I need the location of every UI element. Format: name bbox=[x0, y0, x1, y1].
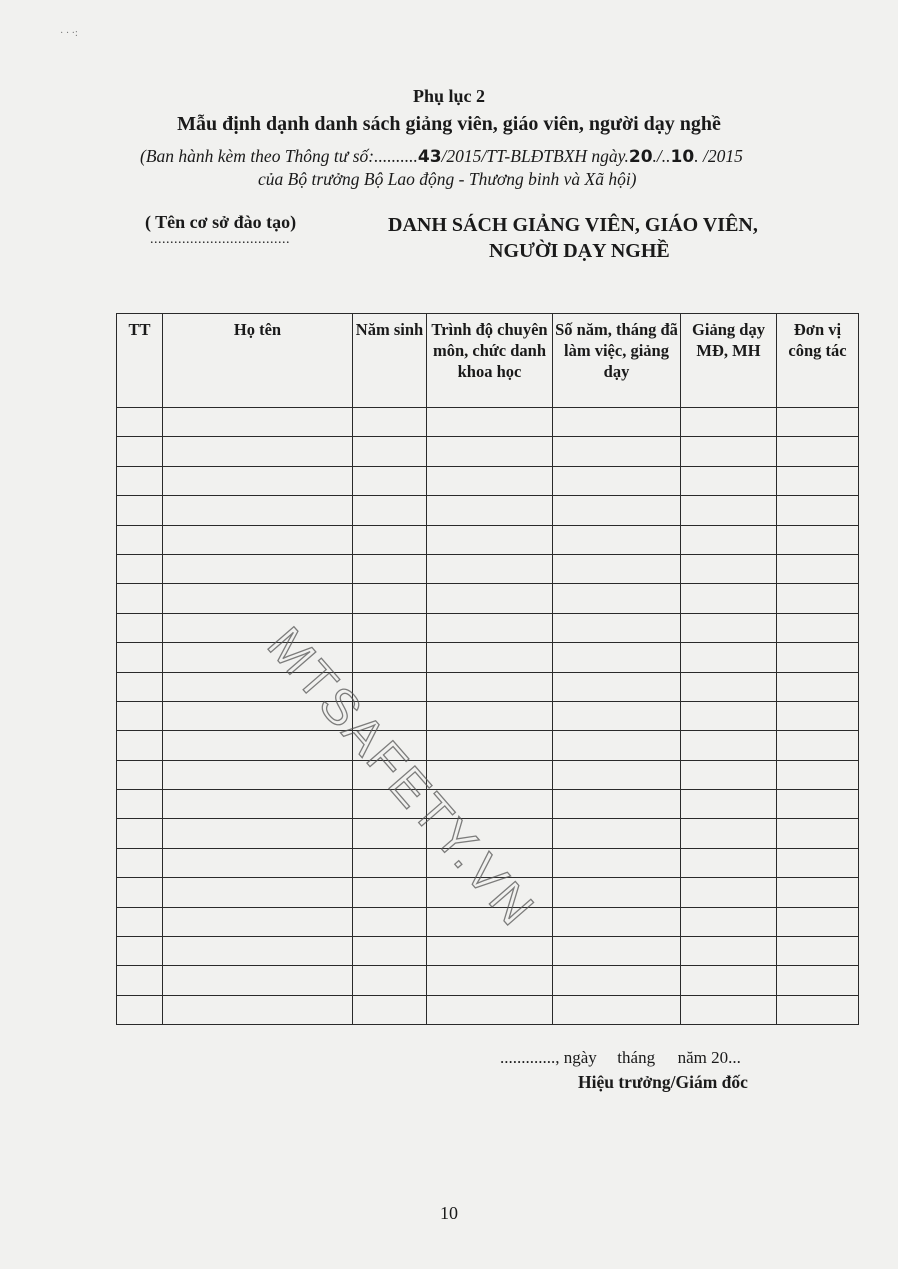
date-month: tháng bbox=[617, 1048, 656, 1067]
table-cell bbox=[681, 995, 777, 1024]
table-cell bbox=[427, 408, 553, 437]
table-cell bbox=[553, 643, 681, 672]
table-cell bbox=[117, 437, 163, 466]
table-cell bbox=[777, 819, 859, 848]
table-cell bbox=[553, 907, 681, 936]
table-cell bbox=[553, 437, 681, 466]
table-cell bbox=[163, 496, 353, 525]
issued-prefix: (Ban hành kèm theo Thông tư số:.......... bbox=[140, 146, 418, 166]
table-cell bbox=[353, 613, 427, 642]
signer-title: Hiệu trưởng/Giám đốc bbox=[578, 1072, 748, 1092]
table-row bbox=[117, 613, 859, 642]
table-cell bbox=[117, 672, 163, 701]
table-cell bbox=[117, 878, 163, 907]
table-cell bbox=[681, 819, 777, 848]
table-cell bbox=[163, 466, 353, 495]
table-cell bbox=[553, 554, 681, 583]
table-cell bbox=[681, 907, 777, 936]
table-row bbox=[117, 643, 859, 672]
handwritten-circular-number: 43 bbox=[417, 147, 442, 167]
table-cell bbox=[553, 613, 681, 642]
issuing-authority: của Bộ trưởng Bộ Lao động - Thương binh và Xã hội) bbox=[258, 169, 637, 189]
table-header-row bbox=[117, 314, 859, 408]
table-cell bbox=[163, 525, 353, 554]
table-cell bbox=[777, 848, 859, 877]
table-cell bbox=[353, 995, 427, 1024]
table-cell bbox=[681, 701, 777, 730]
table-cell bbox=[117, 496, 163, 525]
table-cell bbox=[553, 584, 681, 613]
table-cell bbox=[163, 613, 353, 642]
table-cell bbox=[681, 643, 777, 672]
table-cell bbox=[163, 760, 353, 789]
table-cell bbox=[163, 554, 353, 583]
table-cell bbox=[163, 790, 353, 819]
table-cell bbox=[163, 584, 353, 613]
table-cell bbox=[427, 613, 553, 642]
table-cell bbox=[777, 525, 859, 554]
form-title: Mẫu định dạnh danh sách giảng viên, giáo viên, người dạy nghề bbox=[177, 113, 721, 135]
date-line bbox=[500, 1048, 741, 1068]
table-row bbox=[117, 937, 859, 966]
col-header-tt: TT bbox=[117, 314, 163, 408]
table-cell bbox=[777, 995, 859, 1024]
table-cell bbox=[553, 760, 681, 789]
table-cell bbox=[681, 496, 777, 525]
table-cell bbox=[117, 731, 163, 760]
table-cell bbox=[163, 878, 353, 907]
table-cell bbox=[553, 731, 681, 760]
table-cell bbox=[681, 554, 777, 583]
handwritten-day: 20 bbox=[628, 147, 653, 167]
table-row bbox=[117, 437, 859, 466]
table-cell bbox=[553, 496, 681, 525]
table-cell bbox=[681, 848, 777, 877]
table-cell bbox=[427, 466, 553, 495]
table-cell bbox=[777, 731, 859, 760]
table-cell bbox=[681, 760, 777, 789]
table-cell bbox=[353, 554, 427, 583]
table-cell bbox=[353, 437, 427, 466]
scan-speckles: · · ·: bbox=[60, 28, 78, 39]
table-row bbox=[117, 790, 859, 819]
col-header-work-unit: Đơn vị công tác bbox=[777, 314, 859, 408]
table-cell bbox=[353, 496, 427, 525]
table-row bbox=[117, 525, 859, 554]
table-cell bbox=[353, 878, 427, 907]
date-year: năm 20... bbox=[677, 1048, 741, 1067]
table-cell bbox=[777, 466, 859, 495]
table-cell bbox=[553, 466, 681, 495]
table-cell bbox=[163, 731, 353, 760]
table-cell bbox=[117, 554, 163, 583]
table-cell bbox=[777, 408, 859, 437]
table-cell bbox=[163, 437, 353, 466]
table-row bbox=[117, 554, 859, 583]
table-cell bbox=[117, 760, 163, 789]
table-cell bbox=[681, 408, 777, 437]
table-row bbox=[117, 966, 859, 995]
table-row bbox=[117, 408, 859, 437]
table-cell bbox=[777, 643, 859, 672]
table-cell bbox=[117, 466, 163, 495]
table-cell bbox=[553, 819, 681, 848]
col-header-qualification: Trình độ chuyên môn, chức danh khoa học bbox=[427, 314, 553, 408]
table-cell bbox=[777, 760, 859, 789]
table-cell bbox=[117, 584, 163, 613]
table-row bbox=[117, 584, 859, 613]
table-cell bbox=[163, 907, 353, 936]
org-name-blank: ................................... bbox=[150, 232, 290, 247]
col-header-birth-year: Năm sinh bbox=[353, 314, 427, 408]
table-cell bbox=[553, 966, 681, 995]
table-cell bbox=[163, 966, 353, 995]
table-cell bbox=[117, 819, 163, 848]
table-cell bbox=[427, 525, 553, 554]
table-row bbox=[117, 672, 859, 701]
table-cell bbox=[777, 672, 859, 701]
table-cell bbox=[681, 584, 777, 613]
table-cell bbox=[163, 995, 353, 1024]
table-cell bbox=[427, 672, 553, 701]
table-cell bbox=[427, 966, 553, 995]
table-cell bbox=[353, 643, 427, 672]
table-cell bbox=[117, 408, 163, 437]
table-cell bbox=[427, 554, 553, 583]
table-cell bbox=[681, 731, 777, 760]
table-cell bbox=[427, 584, 553, 613]
table-cell bbox=[777, 613, 859, 642]
table-cell bbox=[681, 466, 777, 495]
issued-year: . /2015 bbox=[694, 146, 743, 166]
table-cell bbox=[353, 848, 427, 877]
table-cell bbox=[681, 437, 777, 466]
table-cell bbox=[117, 995, 163, 1024]
table-cell bbox=[681, 790, 777, 819]
table-cell bbox=[681, 966, 777, 995]
table-cell bbox=[427, 496, 553, 525]
table-cell bbox=[553, 790, 681, 819]
table-cell bbox=[777, 790, 859, 819]
table-cell bbox=[553, 672, 681, 701]
col-header-full-name: Họ tên bbox=[163, 314, 353, 408]
date-place-day: ............., ngày bbox=[500, 1048, 597, 1067]
table-cell bbox=[353, 584, 427, 613]
table-cell bbox=[777, 966, 859, 995]
table-cell bbox=[681, 937, 777, 966]
table-cell bbox=[681, 878, 777, 907]
list-title-line-2: NGƯỜI DẠY NGHỀ bbox=[489, 240, 670, 262]
table-cell bbox=[777, 907, 859, 936]
table-cell bbox=[353, 466, 427, 495]
table-cell bbox=[553, 525, 681, 554]
appendix-label: Phụ lục 2 bbox=[412, 86, 486, 106]
table-cell bbox=[353, 408, 427, 437]
org-name-label: ( Tên cơ sở đào tạo) bbox=[145, 212, 297, 232]
table-cell bbox=[117, 907, 163, 936]
table-cell bbox=[353, 907, 427, 936]
table-cell bbox=[163, 408, 353, 437]
table-cell bbox=[777, 496, 859, 525]
table-cell bbox=[353, 525, 427, 554]
table-cell bbox=[353, 966, 427, 995]
handwritten-month: 10 bbox=[670, 147, 695, 167]
table-cell bbox=[117, 525, 163, 554]
list-title-line-1: DANH SÁCH GIẢNG VIÊN, GIÁO VIÊN, bbox=[388, 214, 758, 236]
table-cell bbox=[777, 584, 859, 613]
table-cell bbox=[553, 937, 681, 966]
issued-separator: ./.. bbox=[652, 146, 671, 166]
table-cell bbox=[553, 848, 681, 877]
table-row bbox=[117, 701, 859, 730]
table-cell bbox=[777, 554, 859, 583]
table-cell bbox=[553, 408, 681, 437]
table-cell bbox=[777, 701, 859, 730]
table-cell bbox=[427, 643, 553, 672]
table-row bbox=[117, 496, 859, 525]
table-cell bbox=[777, 937, 859, 966]
table-cell bbox=[427, 437, 553, 466]
table-cell bbox=[117, 848, 163, 877]
table-cell bbox=[117, 701, 163, 730]
table-cell bbox=[681, 672, 777, 701]
table-row bbox=[117, 731, 859, 760]
table-cell bbox=[553, 701, 681, 730]
table-cell bbox=[427, 701, 553, 730]
issued-by-line bbox=[140, 146, 743, 167]
table-cell bbox=[427, 937, 553, 966]
table-cell bbox=[553, 878, 681, 907]
table-row bbox=[117, 466, 859, 495]
table-cell bbox=[553, 995, 681, 1024]
table-row bbox=[117, 995, 859, 1024]
table-cell bbox=[117, 937, 163, 966]
table-cell bbox=[427, 995, 553, 1024]
table-cell bbox=[117, 966, 163, 995]
table-cell bbox=[117, 790, 163, 819]
table-cell bbox=[353, 937, 427, 966]
issued-mid: /2015/TT-BLĐTBXH ngày. bbox=[441, 146, 629, 166]
col-header-years-experience: Số năm, tháng đã làm việc, giảng dạy bbox=[553, 314, 681, 408]
table-cell bbox=[117, 613, 163, 642]
table-cell bbox=[163, 819, 353, 848]
table-cell bbox=[163, 937, 353, 966]
table-cell bbox=[163, 848, 353, 877]
table-cell bbox=[681, 613, 777, 642]
table-cell bbox=[777, 878, 859, 907]
col-header-teaching-subjects: Giảng dạy MĐ, MH bbox=[681, 314, 777, 408]
table-row bbox=[117, 760, 859, 789]
table-cell bbox=[117, 643, 163, 672]
watermark: MTSAFETY.VN bbox=[256, 616, 547, 938]
page-number: 10 bbox=[440, 1203, 458, 1223]
table-cell bbox=[777, 437, 859, 466]
table-cell bbox=[427, 731, 553, 760]
table-cell bbox=[681, 525, 777, 554]
